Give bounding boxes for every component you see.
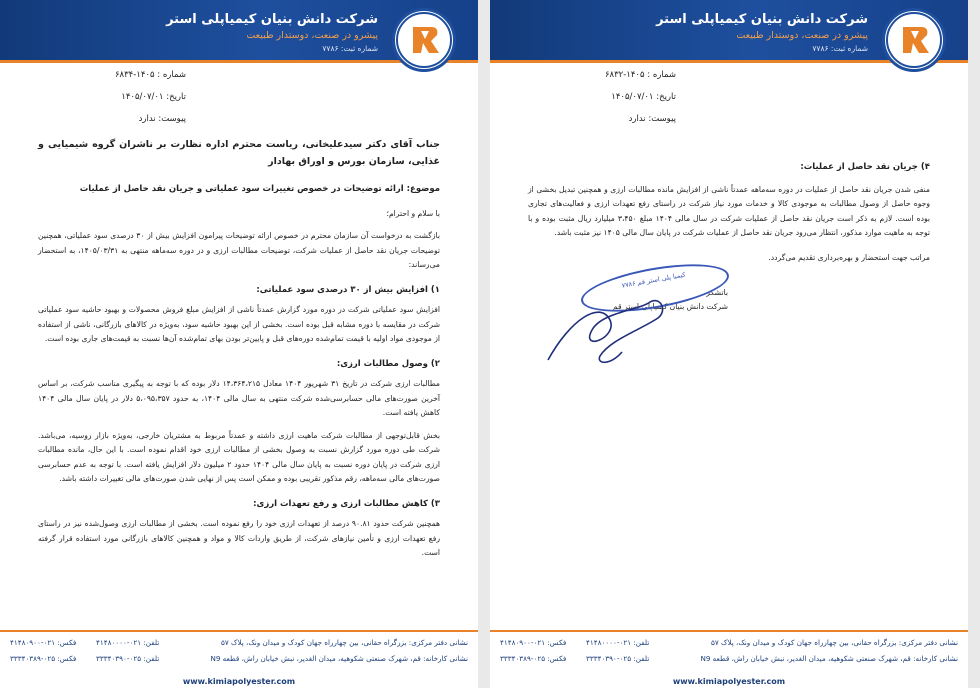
- letter-meta: [516, 64, 676, 130]
- letter-meta: [26, 64, 186, 130]
- letter-number: شماره : ۱۴۰۵-۶۸۳۴: [114, 70, 186, 80]
- addressee: جناب آقای دکتر سیدعلیخانی، ریاست محترم اداره نظارت بر ناشران گروه شیمیایی و غذایی، سازمان بورس و اوراق بهادار: [38, 139, 440, 167]
- office-fax: فکس: ۰۲۱-۴۱۴۸۰۹۰۰: [10, 638, 77, 647]
- kimia-polyester-logo-icon: [395, 11, 453, 69]
- company-name: شرکت دانش بنیان کیمیاپلی استر: [656, 12, 868, 27]
- greeting: با سلام و احترام؛: [386, 208, 440, 218]
- factory-phone: تلفن: ۰۲۵-۳۳۳۴۰۳۹۰: [586, 654, 650, 663]
- factory-address: نشانی کارخانه: قم، شهرک صنعتی شکوهیه، میدان الغدیر، نبش خیابان راش، قطعه N9: [210, 654, 468, 663]
- section-2-body-1: مطالبات ارزی شرکت در تاریخ ۳۱ شهریور ۱۴۰۴ معادل ۱۴،۳۶۴،۲۱۵ دلار بوده که با توجه به پیگیری مناسب شرکت، بر اساس آخرین صورت‌های مالی حسابرسی‌شده شرکت منتهی به سال مالی ۱۴۰۴، به حدود ۵،۰۹۵،۳۵۷ دلار در پایان سال مالی ۱۴۰۴ کاهش یافته است.: [38, 379, 441, 417]
- office-fax: فکس: ۰۲۱-۴۱۴۸۰۹۰۰: [500, 638, 567, 647]
- company-registration: شماره ثبت: ۷۷۸۶: [812, 44, 868, 53]
- company-website[interactable]: www.kimiapolyester.com: [672, 677, 786, 686]
- letter-body: [528, 160, 930, 265]
- company-logo: [882, 8, 946, 72]
- closing-line: مراتب جهت استحضار و بهره‌برداری تقدیم می‌گردد.: [768, 252, 930, 262]
- factory-address: نشانی کارخانه: قم، شهرک صنعتی شکوهیه، میدان الغدیر، نبش خیابان راش، قطعه N9: [700, 654, 958, 663]
- section-1-title: ۱) افزایش بیش از ۳۰ درصدی سود عملیاتی:: [256, 284, 440, 295]
- factory-phone: تلفن: ۰۲۵-۳۳۳۴۰۳۹۰: [96, 654, 160, 663]
- section-4-title: ۴) جریان نقد حاصل از عملیات:: [800, 162, 930, 172]
- section-2-body-2: بخش قابل‌توجهی از مطالبات شرکت ماهیت ارزی داشته و عمدتاً مربوط به مشتریان خارجی، به‌ویژه بازار روسیه، می‌باشد. شرکت طی دوره مورد گزارش نسبت به وصول بخشی از مطالبات ارزی خود اقدام نموده است. با این حال، مانده مطالبات ارزی شرکت در پایان دوره نسبت به پایان سال مالی ۱۴۰۴ حدود ۲ میلیون دلار افزایش یافته است. با توجه به عدم حسابرسی صورت‌های مالی سه‌ماهه، رقم مذکور تقریبی بوده و ممکن است پس از نهایی شدن صورت‌های مالی تغییرات داشته باشد.: [38, 430, 440, 483]
- handwritten-signature-icon: [540, 290, 680, 370]
- section-3-body: همچنین شرکت حدود ۹۰.۸۱ درصد از تعهدات ارزی خود را رفع نموده است. بخشی از مطالبات ارزی وصول‌شده نیز در راستای رفع تعهدات ارزی و تأمین نیازهای شرکت، از طریق واردات کالا و مواد و همچنین کالاهای بازرگانی مورد استفاده قرار گرفته است.: [38, 519, 441, 557]
- signatory-name: شرکت دانش بنیان کیمیاپلی استر قم: [612, 302, 728, 311]
- section-1-body: افزایش سود عملیاتی شرکت در دوره مورد گزارش عمدتاً ناشی از افزایش مبلغ فروش محصولات و بهبود حاشیه سود عملیاتی شرکت در مقایسه با دوره مشابه قبل بوده است. بخشی از این بهبود حاشیه سود، به‌ویژه در کالاهای بازرگانی، ناشی از استفاده از موجودی مواد اولیه با قیمت تمام‌شده دوره‌های قبل و پایین‌تر بودن بهای تمام‌شده آن‌ها نسبت به قیمت‌های جاری بوده است.: [38, 305, 440, 343]
- letter-attachment: پیوست: ندارد: [628, 114, 676, 124]
- letter-footer: [0, 630, 478, 688]
- letter-date: تاریخ: ۱۴۰۵/۰۷/۰۱: [611, 92, 676, 102]
- office-address: نشانی دفتر مرکزی: بزرگراه حقانی، بین چهارراه جهان کودک و میدان ونک، پلاک ۵۷: [221, 638, 468, 647]
- kimia-polyester-logo-icon: [885, 11, 943, 69]
- office-phone: تلفن: ۰۲۱-۴۱۴۸۰۰۰۰: [586, 638, 650, 647]
- company-logo: [392, 8, 456, 72]
- letter-page-2: [490, 0, 968, 688]
- office-address: نشانی دفتر مرکزی: بزرگراه حقانی، بین چهارراه جهان کودک و میدان ونک، پلاک ۵۷: [711, 638, 958, 647]
- intro-paragraph: بازگشت به درخواست آن سازمان محترم در خصوص ارائه توضیحات پیرامون افزایش بیش از ۳۰ درصدی سود عملیاتی، همچنین توضیحات جریان نقد حاصل از عملیات شرکت، توضیحات مطالبات ارزی و در دوره سه‌ماهه منتهی به ۱۴۰۵/۰۳/۳۱، به استحضار می‌رساند:: [38, 231, 441, 269]
- section-2-title: ۲) وصول مطالبات ارزی:: [336, 358, 440, 369]
- factory-fax: فکس: ۰۲۵-۳۳۳۴۰۳۸۹: [500, 654, 567, 663]
- company-name: شرکت دانش بنیان کیمیاپلی استر: [166, 12, 378, 27]
- company-stamp: کیمیا پلی استر قم ۷۷۸۶: [578, 255, 733, 320]
- letter-attachment: پیوست: ندارد: [138, 114, 186, 124]
- letter-page-1: [0, 0, 478, 688]
- company-registration: شماره ثبت: ۷۷۸۶: [322, 44, 378, 53]
- company-slogan: پیشرو در صنعت، دوستدار طبیعت: [736, 30, 868, 41]
- thanks-text: باتشکر: [706, 288, 728, 297]
- section-3-title: ۳) کاهش مطالبات ارزی و رفع تعهدات ارزی:: [253, 498, 440, 509]
- office-phone: تلفن: ۰۲۱-۴۱۴۸۰۰۰۰: [96, 638, 160, 647]
- letter-number: شماره : ۱۴۰۵-۶۸۳۲: [604, 70, 676, 80]
- section-4-body: منفی شدن جریان نقد حاصل از عملیات در دوره سه‌ماهه عمدتاً ناشی از افزایش مانده مطالبات ارزی و همچنین تبدیل بخشی از وجوه حاصل از وصول مطالبات به موجودی کالا و خدمات مورد نیاز شرکت در راستای رفع تعهدات ارزی و فعالیت‌های تجاری بوده است. لازم به ذکر است جریان نقد حاصل از عملیات شرکت در سال مالی ۱۴۰۴ مبلغ ۳،۴۵۰ میلیارد ریال مثبت بوده و با توجه به ماهیت موارد مذکور، انتظار می‌رود جریان نقد حاصل از عملیات شرکت در پایان سال مالی ۱۴۰۵ نیز مثبت باشد.: [528, 184, 930, 237]
- letter-footer: [490, 630, 968, 688]
- company-slogan: پیشرو در صنعت، دوستدار طبیعت: [246, 30, 378, 41]
- letter-body: [38, 136, 440, 561]
- subject-line: موضوع: ارائه توضیحات در خصوص تغییرات سود عملیاتی و جریان نقد حاصل از عملیات: [79, 184, 440, 194]
- company-website[interactable]: www.kimiapolyester.com: [182, 677, 296, 686]
- factory-fax: فکس: ۰۲۵-۳۳۳۴۰۳۸۹: [10, 654, 77, 663]
- letter-date: تاریخ: ۱۴۰۵/۰۷/۰۱: [121, 92, 186, 102]
